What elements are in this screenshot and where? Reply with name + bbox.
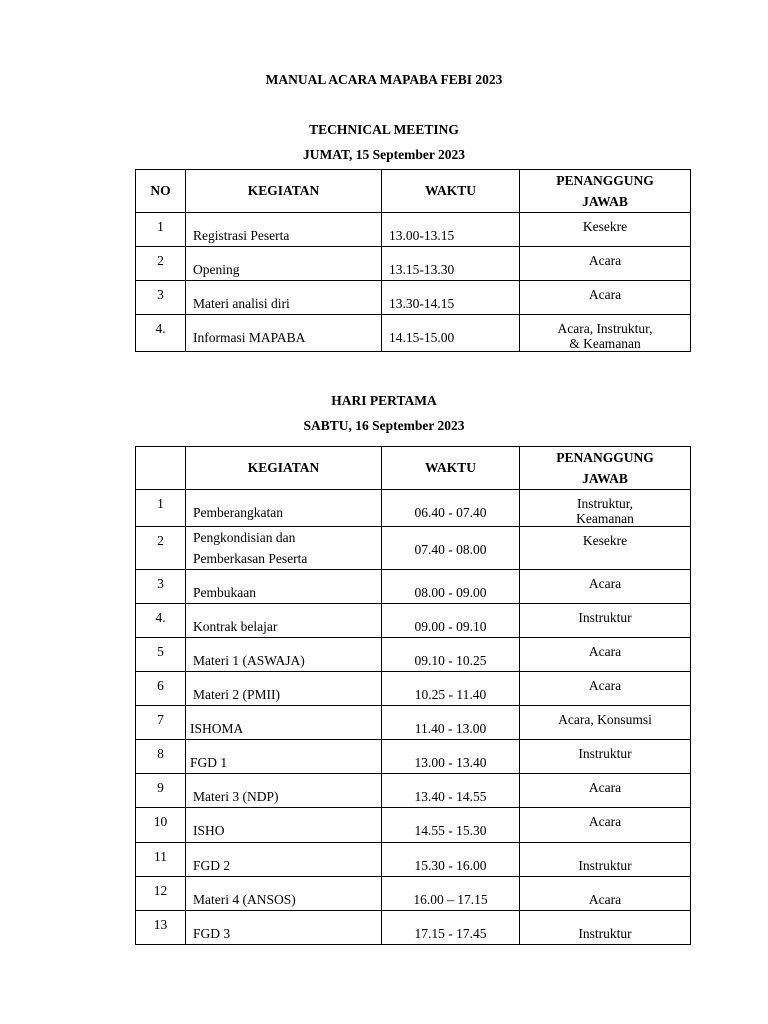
row-waktu: 13.00-13.15 <box>382 213 520 247</box>
table-row <box>136 638 691 672</box>
kegiatan-line: Materi 1 (ASWAJA) <box>193 653 305 668</box>
section1-date: JUMAT, 15 September 2023 <box>303 147 465 162</box>
pj-line: Acara <box>588 644 622 659</box>
table-row <box>136 213 691 247</box>
kegiatan-line: Materi 2 (PMII) <box>193 687 280 702</box>
row-no: 5 <box>136 638 186 672</box>
row-waktu: 14.15-15.00 <box>382 315 520 352</box>
row-no: 13 <box>136 911 186 945</box>
row-waktu: 10.25 - 11.40 <box>382 672 520 706</box>
row-no: 9 <box>136 774 186 808</box>
kegiatan-line: ISHOMA <box>190 721 244 736</box>
hari-pertama-table <box>135 446 691 945</box>
pj-line: Instruktur <box>578 610 632 625</box>
table-row <box>136 315 691 352</box>
header-penanggung-jawab: PENANGGUNG JAWAB <box>520 170 691 213</box>
table-header-row <box>136 170 691 213</box>
section2-heading: HARI PERTAMA <box>331 393 437 408</box>
header-kegiatan: KEGIATAN <box>186 170 382 213</box>
row-waktu: 09.00 - 09.10 <box>382 604 520 638</box>
row-kegiatan <box>186 604 382 638</box>
row-waktu: 11.40 - 13.00 <box>382 706 520 740</box>
row-waktu: 08.00 - 09.00 <box>382 570 520 604</box>
row-kegiatan: Materi analisi diri <box>186 281 382 315</box>
kegiatan-line: Pembukaan <box>193 585 256 600</box>
kegiatan-line: FGD 3 <box>193 926 231 941</box>
row-no: 11 <box>136 843 186 877</box>
pj-line: Acara <box>588 287 622 302</box>
table-header-row <box>136 447 691 490</box>
pj-line: Acara <box>588 892 622 907</box>
row-penanggung-jawab <box>520 247 691 281</box>
header-no: NO <box>136 170 186 213</box>
row-no: 12 <box>136 877 186 911</box>
row-no: 10 <box>136 808 186 843</box>
pj-line: Instruktur, <box>576 496 634 511</box>
row-kegiatan <box>186 638 382 672</box>
row-kegiatan: Opening <box>186 247 382 281</box>
header-no <box>136 447 186 490</box>
row-waktu: 16.00 – 17.15 <box>382 877 520 911</box>
pj-line: Instruktur <box>578 926 632 941</box>
row-no: 3 <box>136 281 186 315</box>
row-penanggung-jawab <box>520 281 691 315</box>
pj-line: Acara, Instruktur, <box>557 321 653 336</box>
document-title: MANUAL ACARA MAPABA FEBI 2023 <box>265 72 503 87</box>
row-no: 6 <box>136 672 186 706</box>
table-row <box>136 570 691 604</box>
row-penanggung-jawab <box>520 638 691 672</box>
row-penanggung-jawab <box>520 740 691 774</box>
row-penanggung-jawab <box>520 604 691 638</box>
pj-line: Instruktur <box>578 858 632 873</box>
table-row <box>136 843 691 877</box>
row-penanggung-jawab <box>520 672 691 706</box>
row-kegiatan: Registrasi Peserta <box>186 213 382 247</box>
row-penanggung-jawab <box>520 843 691 877</box>
row-penanggung-jawab <box>520 911 691 945</box>
table-row <box>136 706 691 740</box>
pj-line: Acara <box>588 780 622 795</box>
kegiatan-line: Materi 3 (NDP) <box>193 789 279 804</box>
table-row <box>136 911 691 945</box>
pj-line: Kesekre <box>582 533 628 548</box>
row-waktu: 06.40 - 07.40 <box>382 490 520 527</box>
pj-line: Acara <box>588 253 622 268</box>
header-waktu: WAKTU <box>382 447 520 490</box>
pj-line: Acara, Konsumsi <box>558 712 652 727</box>
row-penanggung-jawab <box>520 315 691 352</box>
kegiatan-line: ISHO <box>193 823 225 838</box>
table-row <box>136 281 691 315</box>
row-kegiatan <box>186 911 382 945</box>
table-row <box>136 604 691 638</box>
table-row <box>136 774 691 808</box>
row-waktu: 13.40 - 14.55 <box>382 774 520 808</box>
row-kegiatan <box>186 570 382 604</box>
pj-line-2: & Keamanan <box>569 336 641 351</box>
row-kegiatan <box>186 527 382 570</box>
row-waktu: 15.30 - 16.00 <box>382 843 520 877</box>
row-waktu: 09.10 - 10.25 <box>382 638 520 672</box>
row-penanggung-jawab <box>520 490 691 527</box>
table-row <box>136 527 691 570</box>
row-penanggung-jawab <box>520 774 691 808</box>
row-waktu: 13.30-14.15 <box>382 281 520 315</box>
row-kegiatan: Informasi MAPABA <box>186 315 382 352</box>
row-no: 2 <box>136 527 186 570</box>
row-no: 3 <box>136 570 186 604</box>
row-kegiatan <box>186 774 382 808</box>
row-no: 4. <box>136 604 186 638</box>
kegiatan-line: FGD 2 <box>193 858 231 873</box>
row-kegiatan <box>186 808 382 843</box>
row-no: 7 <box>136 706 186 740</box>
row-no: 1 <box>136 490 186 527</box>
table-row <box>136 740 691 774</box>
table-row <box>136 672 691 706</box>
kegiatan-line: FGD 1 <box>190 755 228 770</box>
kegiatan-line: Kontrak belajar <box>193 619 278 634</box>
section1-heading: TECHNICAL MEETING <box>309 122 459 137</box>
row-waktu: 13.15-13.30 <box>382 247 520 281</box>
row-penanggung-jawab <box>520 877 691 911</box>
row-penanggung-jawab <box>520 527 691 570</box>
table-row <box>136 808 691 843</box>
kegiatan-line-2: Pemberkasan Peserta <box>193 551 308 566</box>
row-kegiatan <box>186 843 382 877</box>
header-waktu: WAKTU <box>382 170 520 213</box>
pj-line: Kesekre <box>582 219 628 234</box>
pj-line: Acara <box>588 576 622 591</box>
row-penanggung-jawab <box>520 706 691 740</box>
pj-line: Acara <box>588 678 622 693</box>
row-kegiatan <box>186 490 382 527</box>
header-penanggung-jawab: PENANGGUNG JAWAB <box>520 447 691 490</box>
table-row <box>136 877 691 911</box>
technical-meeting-table <box>135 169 691 352</box>
pj-line-2: Keamanan <box>576 511 634 526</box>
row-waktu: 14.55 - 15.30 <box>382 808 520 843</box>
table-row <box>136 247 691 281</box>
section2-date: SABTU, 16 September 2023 <box>303 418 465 433</box>
row-no: 2 <box>136 247 186 281</box>
row-kegiatan <box>186 740 382 774</box>
row-waktu: 17.15 - 17.45 <box>382 911 520 945</box>
row-waktu: 13.00 - 13.40 <box>382 740 520 774</box>
row-kegiatan <box>186 706 382 740</box>
row-penanggung-jawab <box>520 808 691 843</box>
pj-line: Acara <box>588 814 622 829</box>
row-kegiatan <box>186 877 382 911</box>
row-penanggung-jawab <box>520 213 691 247</box>
table-row <box>136 490 691 527</box>
row-no: 1 <box>136 213 186 247</box>
kegiatan-line: Pengkondisian dan <box>193 530 296 545</box>
pj-line: Instruktur <box>578 746 632 761</box>
kegiatan-line: Pemberangkatan <box>193 505 283 520</box>
kegiatan-line: Materi 4 (ANSOS) <box>193 892 296 907</box>
row-no: 8 <box>136 740 186 774</box>
row-penanggung-jawab <box>520 570 691 604</box>
row-kegiatan <box>186 672 382 706</box>
header-kegiatan: KEGIATAN <box>186 447 382 490</box>
row-no: 4. <box>136 315 186 352</box>
row-waktu: 07.40 - 08.00 <box>382 527 520 570</box>
